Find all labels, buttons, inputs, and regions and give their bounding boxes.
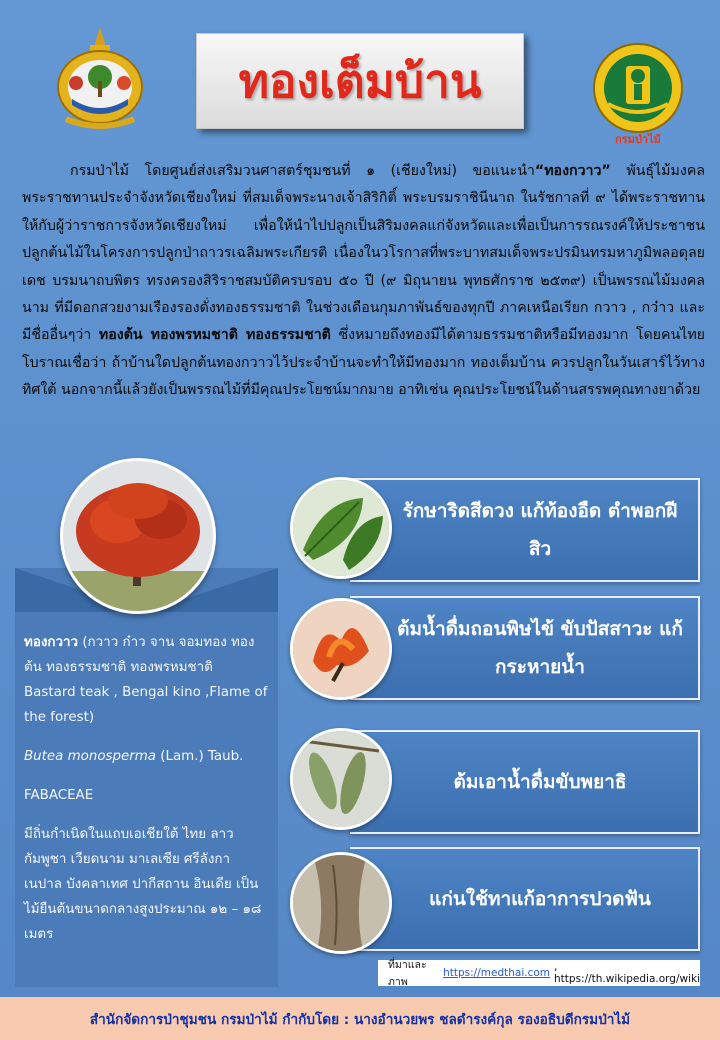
species-family: FABACEAE [24, 788, 94, 803]
benefit-box-pod [350, 730, 700, 834]
page-title: ทองเต็มบ้าน [238, 53, 482, 108]
intro-text-c: พันธุ์ไม้มงคลพระราชทานประจำจังหวัดเชียงใหม่ ที่สมเด็จพระนางเจ้าสิริกิติ์ พระบรมราชินีนาถ ในรัชกาลที่ ๙ ได้พระราชทานให้กับผู้ว่าราชการจังหวัดเชียงใหม่ เพื่อให้นำไปปลูกเป็นสิริมงคลแก่จังหวัดและเพื่อเป็นการรณรงค์ให้ประชาชนปลูกต้นไม้ในโครงการปลูกป่าถาวรเฉลิมพระเกียรติ เนื่องในวโรกาสที่พระบาทสมเด็จพระปรมินทรมหาภูมิพลอดุลยเดช บรมนาถบพิตร ทรงครองสิริราชสมบัติครบรอบ ๕๐ ปี (๙ มิถุนายน พุทธศักราช ๒๕๓๙) เป็นพรรณไม้มงคลนาม ที่มีดอกสวยงามเรืองรองดั่งทองธรรมชาติ ในช่วงเดือนกุมภาพันธ์ของทุกปี ภาคเหนือเรียก กวาว , กว๋าว และมีชื่ออื่นๆว่า [22, 163, 706, 344]
intro-text-e: ซึ่งหมายถึงทองมีได้ตามธรรมชาติหรือมีทองมาก โดยคนไทยโบราณเชื่อว่า ถ้าบ้านใดปลูกต้นทองกวาวไว้ประจำบ้านจะทำให้มีทองมาก ทองเต็มบ้าน ควรปลูกในวันเสาร์ไว้ทางทิศใต้ นอกจากนี้แล้วยังเป็นพรรณไม้ที่มีคุณประโยชน์มากมาย อาทิเช่น คุณประโยชน์ในด้านสรรพคุณทางยาด้วย [22, 327, 705, 399]
species-local-names: (กวาว ก๋าว จาน จอมทอง ทองต้น ทองธรรมชาติ ทองพรหมชาติ [24, 635, 255, 675]
province-emblem-icon [50, 25, 150, 135]
source-label: ที่มาและภาพ [388, 959, 427, 988]
intro-highlight-alt-names: ทองต้น ทองพรหมชาติ ทองธรรมชาติ [98, 327, 331, 344]
intro-paragraph [22, 158, 705, 405]
bark-photo-icon [290, 852, 392, 954]
species-origin: มีถิ่นกำเนิดในแถบเอเชียใต้ ไทย ลาว กัมพูชา เวียดนาม มาเลเซีย ศรีลังกา เนปาล บังคลาเทศ ปากีสถาน อินเดีย เป็นไม้ยืนต้นขนาดกลางสูงประมาณ ๑๒ – ๑๘ เมตร [24, 827, 262, 942]
title-banner [196, 33, 524, 129]
benefit-text: ต้มน้ำดื่มถอนพิษไข้ ขับปัสสาวะ แก้กระหายน้ำ [397, 618, 683, 678]
benefit-box-flower [350, 596, 700, 700]
footer-text: สำนักจัดการป่าชุมชน กรมป่าไม้ กำกับโดย : นางอำนวยพร ชลดำรงค์กุล รองอธิบดีกรมป่าไม้ [89, 1011, 631, 1028]
source-link-wikipedia[interactable]: , https://th.wikipedia.org/wiki [554, 961, 701, 985]
intro-text-a: กรมป่าไม้ โดยศูนย์ส่งเสริมวนศาสตร์ชุมชนที่ ๑ (เชียงใหม่) ขอแนะนำ [70, 163, 535, 179]
benefit-text: แก่นใช้ทาแก้อาการปวดฟัน [429, 888, 651, 910]
species-common-name: ทองกวาว [24, 635, 79, 650]
intro-highlight-name: “ทองกวาว” [534, 163, 611, 179]
source-link-medthai[interactable]: https://medthai.com [443, 967, 551, 979]
seed-pod-photo-icon [290, 728, 392, 830]
footer-bar [0, 997, 720, 1040]
benefit-text: ต้มเอาน้ำดื่มขับพยาธิ [453, 771, 627, 793]
species-author: (Lam.) Taub. [156, 749, 244, 764]
leaf-photo-icon [290, 477, 392, 579]
benefit-text: รักษาริดสีดวง แก้ท้องอืด ตำพอกฝี สิว [402, 500, 678, 560]
species-english-names: Bastard teak , Bengal kino ,Flame of the forest) [24, 685, 268, 725]
benefit-box-bark [350, 847, 700, 951]
flower-photo-icon [290, 598, 392, 700]
tree-photo [60, 458, 216, 614]
benefit-box-leaf [350, 478, 700, 582]
species-scientific-name: Butea monosperma [24, 749, 157, 764]
emblem-caption: กรมป่าไม้ [615, 133, 661, 146]
species-info-text [24, 630, 270, 947]
source-credit [378, 960, 700, 986]
